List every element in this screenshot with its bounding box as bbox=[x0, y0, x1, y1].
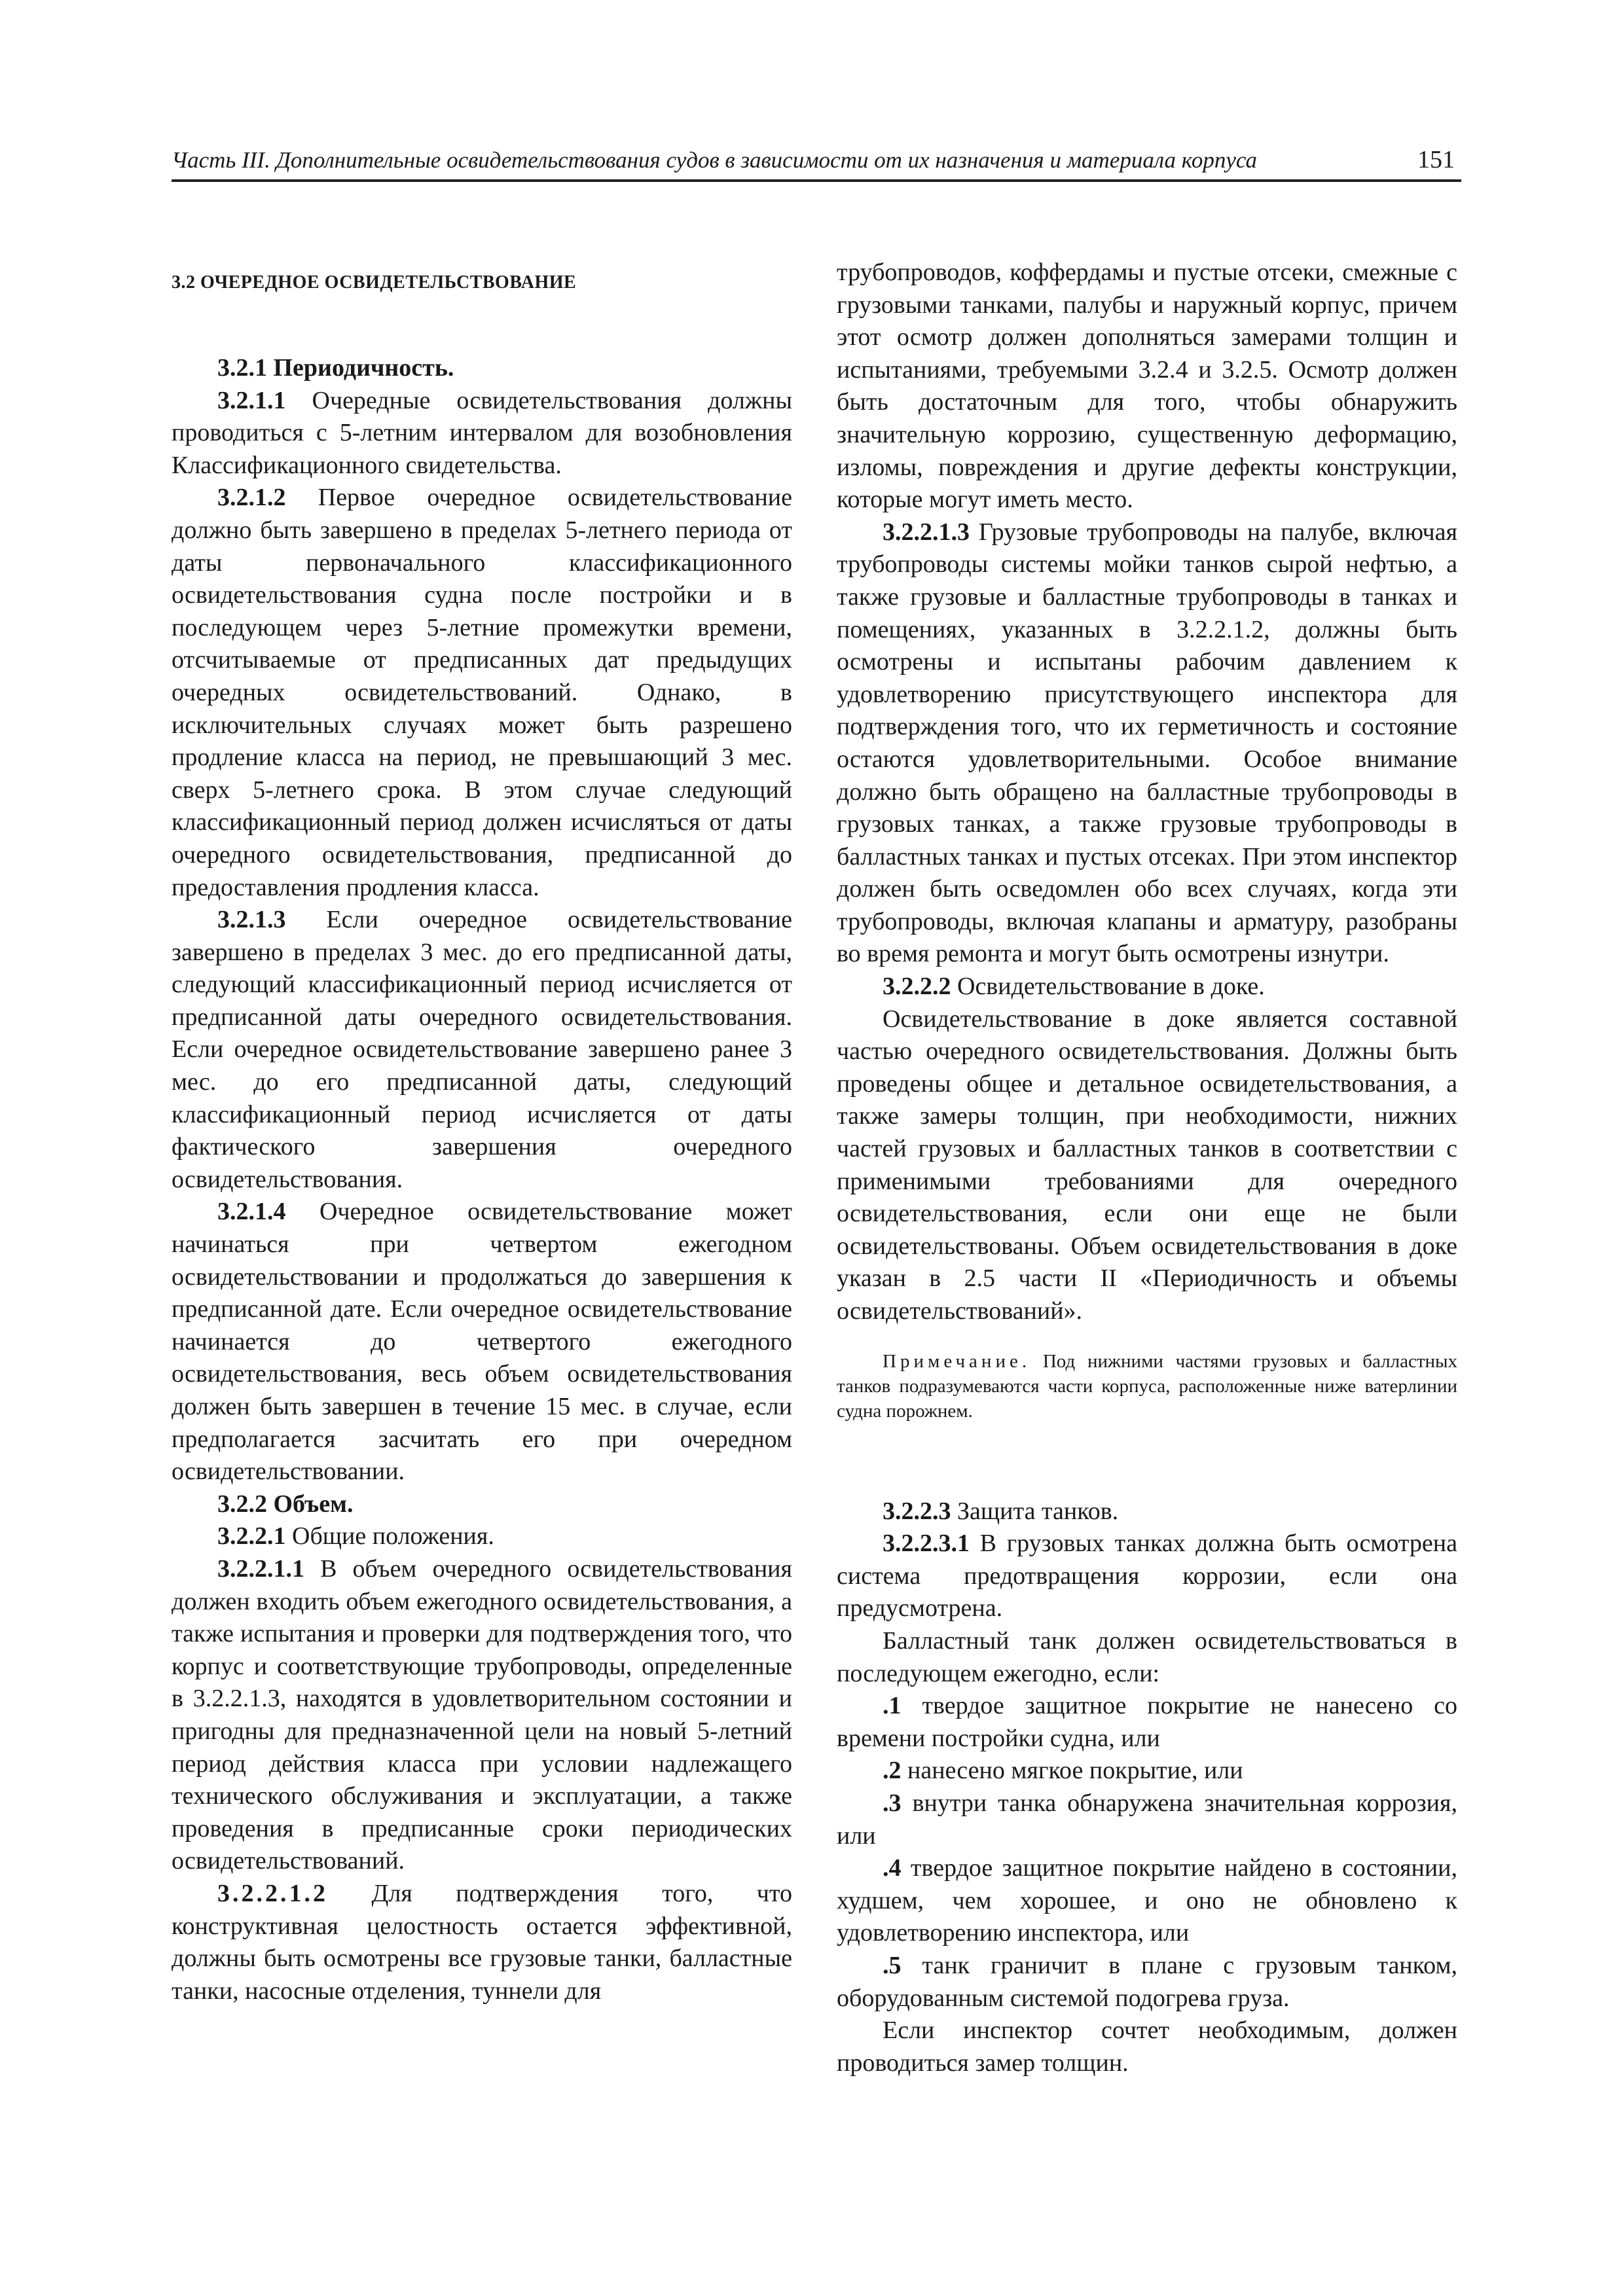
note-text: Под нижними частями грузовых и балластных танков подразумеваются части корпуса, расположенные ниже ватерлинии судна порожнем. bbox=[837, 1350, 1457, 1422]
item-text: внутри танка обнаружена значительная коррозия, или bbox=[837, 1789, 1457, 1850]
clause-number: 3.2.2.3 bbox=[883, 1497, 951, 1525]
clause-number: 3.2.1.3 bbox=[217, 906, 286, 934]
heading-3-2-2: 3.2.2 Объем. bbox=[217, 1490, 354, 1518]
item-number: .5 bbox=[883, 1951, 902, 1979]
paragraph-3-2-2-1 bbox=[172, 1520, 792, 1553]
item-number: .1 bbox=[883, 1692, 902, 1720]
paragraph-dock-survey: Освидетельствование в доке является составной частью очередного освидетельствования. Должны быть проведены общее и детальное освидетельствования, а также замеры толщин, при необходимости, нижних частей грузовых и балластных танков в соответствии с применимыми требованиями для очередного освидетельствования, если они еще не были освидетельствованы. Объем освидетельствования в доке указан в 2.5 части II «Периодичность и объемы освидетельствований». bbox=[837, 1005, 1457, 1325]
note bbox=[837, 1349, 1457, 1424]
clause-number: 3.2.2.1.3 bbox=[883, 518, 970, 546]
clause-number: 3.2.2.3.1 bbox=[883, 1530, 970, 1558]
clause-text: Если очередное освидетельствование завершено в пределах 3 мес. до его предписанной даты, следующий классификационный период исчисляется от предписанной даты очередного освидетельствования. Если очередное освидетельствование завершено ранее 3 мес. до его предписанной даты, следующий классификационный период исчисляется от даты фактического завершения очередного освидетельствования. bbox=[172, 906, 792, 1193]
item-text: танк граничит в плане с грузовым танком, оборудованным системой подогрева груза. bbox=[837, 1951, 1457, 2012]
running-title: Часть III. Дополнительные освидетельствования судов в зависимости от их назначения и материала корпуса bbox=[172, 147, 1257, 173]
clause-text: Очередное освидетельствование может начинаться при четвертом ежегодном освидетельствовании и продолжаться до завершения к предписанной дате. Если очередное освидетельствование начинается до четвертого ежегодного освидетельствования, весь объем освидетельствования должен быть завершен в течение 15 мес. в случае, если предполагается засчитать его при очередном освидетельствовании. bbox=[172, 1198, 792, 1486]
paragraph-3-2-2-1-3 bbox=[837, 516, 1457, 971]
paragraph-3-2-2-2 bbox=[837, 971, 1457, 1003]
list-item bbox=[837, 1755, 1457, 1787]
clause-number: 3.2.1.2 bbox=[217, 484, 286, 512]
clause-text: Для подтверждения того, что конструктивная целостность остается эффективной, должны быть осмотрены все грузовые танки, балластные танки, насосные отделения, туннели для bbox=[172, 1879, 792, 2005]
clause-number: 3.2.1.1 bbox=[217, 386, 286, 414]
list-item bbox=[837, 1950, 1457, 2015]
paragraph-3-2-1-4 bbox=[172, 1196, 792, 1488]
page-number: 151 bbox=[1417, 146, 1455, 173]
clause-number: 3.2.2.1 bbox=[217, 1522, 286, 1551]
clause-number: 3.2.1.4 bbox=[217, 1198, 286, 1226]
list-item bbox=[837, 1787, 1457, 1852]
clause-text: Защита танков. bbox=[951, 1497, 1119, 1525]
clause-number: 3.2.2.1.1 bbox=[217, 1554, 304, 1583]
page-header bbox=[172, 145, 1461, 182]
paragraph-3-2-2-1-1 bbox=[172, 1553, 792, 1878]
item-text: твердое защитное покрытие найдено в состоянии, худшем, чем хорошее, и оно не обновлено к удовлетворению инспектора, или bbox=[837, 1854, 1457, 1947]
paragraph-3-2-2-3-1 bbox=[837, 1528, 1457, 1625]
item-number: .2 bbox=[883, 1757, 902, 1785]
clause-text: Общие положения. bbox=[285, 1522, 494, 1551]
note-label: Примечание. bbox=[883, 1350, 1031, 1372]
list-item bbox=[837, 1690, 1457, 1755]
paragraph-3-2-2-1-2 bbox=[172, 1878, 792, 2007]
clause-text: Освидетельствование в доке. bbox=[951, 973, 1265, 1001]
clause-number: 3.2.2.1.2 bbox=[217, 1879, 328, 1907]
list-item bbox=[837, 1852, 1457, 1950]
item-number: .3 bbox=[883, 1789, 902, 1817]
paragraph-final: Если инспектор сочтет необходимым, должен проводиться замер толщин. bbox=[837, 2017, 1457, 2077]
paragraph-3-2-2-3 bbox=[837, 1496, 1457, 1528]
clause-text: Первое очередное освидетельствование должно быть завершено в пределах 5-летнего периода от даты первоначального классификационного освидетельствования судна после постройки и в последующем через 5-летние промежутки времени, отсчитываемые от предписанных дат предыдущих очередных освидетельствований. Однако, в исключительных случаях может быть разрешено продление класса на период, не превышающий 3 мес. сверх 5-летнего срока. В этом случае следующий классификационный период должен исчисляться от даты очередного освидетельствования, предписанной до предоставления продления класса. bbox=[172, 484, 792, 901]
paragraph-3-2-1-1 bbox=[172, 385, 792, 482]
heading-3-2-1: 3.2.1 Периодичность. bbox=[217, 354, 454, 382]
paragraph-continuation: трубопроводов, коффердамы и пустые отсеки, смежные с грузовыми танками, палубы и наружный корпус, причем этот осмотр должен дополняться замерами толщин и испытаниями, требуемыми 3.2.4 и 3.2.5. Осмотр должен быть достаточным для того, чтобы обнаружить значительную коррозию, существенную деформацию, изломы, повреждения и другие дефекты конструкции, которые могут иметь место. bbox=[837, 259, 1457, 514]
clause-number: 3.2.2.2 bbox=[883, 973, 951, 1001]
paragraph-ballast-intro: Балластный танк должен освидетельствоваться в последующем ежегодно, если: bbox=[837, 1626, 1457, 1687]
clause-text: Грузовые трубопроводы на палубе, включая трубопроводы системы мойки танков сырой нефтью, а также грузовые и балластные трубопроводы в танках и помещениях, указанных в 3.2.2.1.2, должны быть осмотрены и испытаны рабочим давлением к удовлетворению присутствующего инспектора для подтверждения того, что их герметичность и состояние остаются удовлетворительными. Особое внимание должно быть обращено на балластные трубопроводы в грузовых танках, а также грузовые трубопроводы в балластных танках и пустых отсеках. При этом инспектор должен быть осведомлен обо всех случаях, когда эти трубопроводы, включая клапаны и арматуру, разобраны во время ремонта и могут быть осмотрены изнутри. bbox=[837, 518, 1457, 968]
clause-text: Очередные освидетельствования должны проводиться с 5-летним интервалом для возобновления Классификационного свидетельства. bbox=[172, 386, 792, 479]
item-text: твердое защитное покрытие не нанесено со времени постройки судна, или bbox=[837, 1692, 1457, 1752]
right-column bbox=[837, 257, 1457, 2079]
section-title: 3.2 ОЧЕРЕДНОЕ ОСВИДЕТЕЛЬСТВОВАНИЕ bbox=[172, 272, 577, 293]
item-number: .4 bbox=[883, 1854, 902, 1882]
paragraph-3-2-1-2 bbox=[172, 482, 792, 904]
left-column bbox=[172, 255, 792, 2007]
paragraph-3-2-1-3 bbox=[172, 904, 792, 1196]
item-text: нанесено мягкое покрытие, или bbox=[901, 1757, 1243, 1785]
clause-text: В грузовых танках должна быть осмотрена система предотвращения коррозии, если она предусмотрена. bbox=[837, 1530, 1457, 1623]
clause-text: В объем очередного освидетельствования должен входить объем ежегодного освидетельствования, а также испытания и проверки для подтверждения того, что корпус и соответствующие трубопроводы, определенные в 3.2.2.1.3, находятся в удовлетворительном состоянии и пригодны для предназначенной цели на новый 5-летний период действия класса при условии надлежащего технического обслуживания и эксплуатации, а также проведения в предписанные сроки периодических освидетельствований. bbox=[172, 1554, 792, 1875]
